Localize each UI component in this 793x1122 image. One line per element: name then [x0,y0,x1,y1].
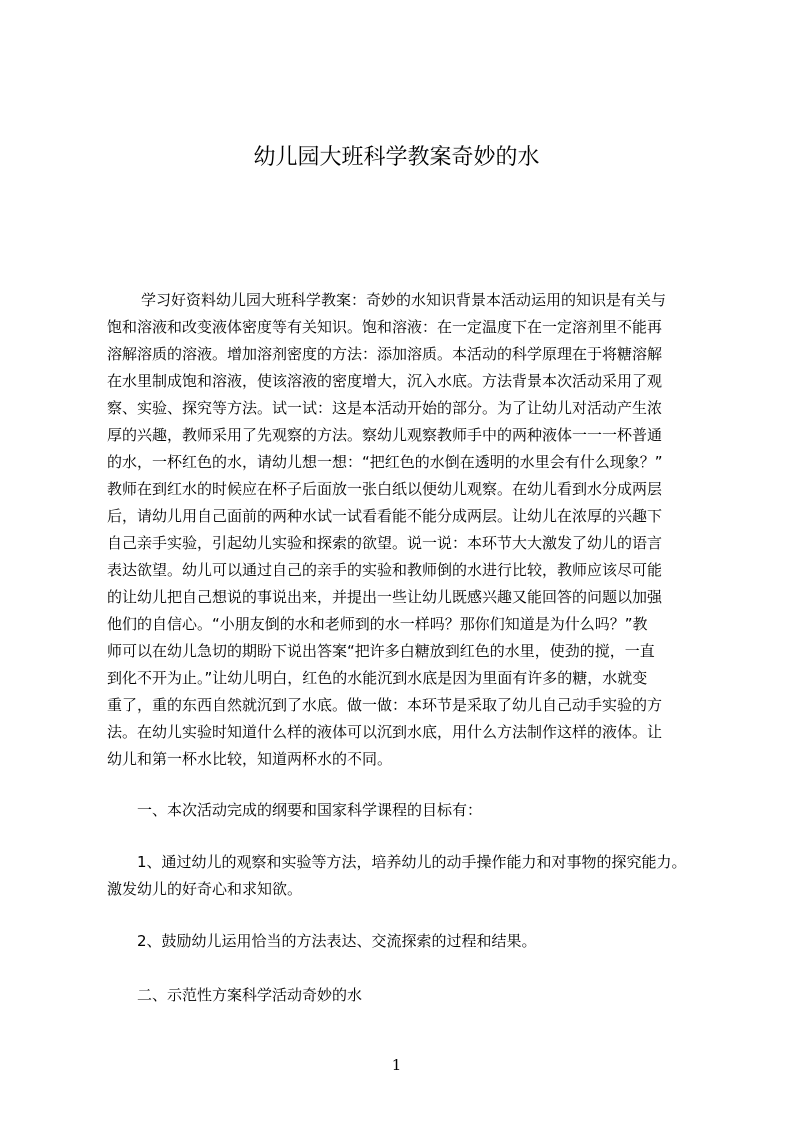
paragraph-line: 表达欲望。幼儿可以通过自己的亲手的实验和教师倒的水进行比较，教师应该尽可能 [107,561,663,579]
paragraph-line: 他们的自信心。“小朋友倒的水和老师到的水一样吗？那你们知道是为什么吗？”教 [107,615,648,633]
paragraph-line: 的让幼儿把自己想说的事说出来，并提出一些让幼儿既感兴趣又能回答的问题以加强 [107,588,663,606]
document-title: 幼儿园大班科学教案奇妙的水 [253,145,540,170]
page-number: 1 [391,1056,402,1074]
section-heading-two: 二、示范性方案科学活动奇妙的水 [137,986,363,1004]
paragraph-line: 学习好资料幼儿园大班科学教案：奇妙的水知识背景本活动运用的知识是有关与 [141,291,667,309]
section-heading-one: 一、本次活动完成的纲要和国家科学课程的目标有： [137,801,483,819]
goal-item-one: 1、通过幼儿的观察和实验等方法，培养幼儿的动手操作能力和对事物的探究能力。 [137,853,687,871]
paragraph-line: 后，请幼儿用自己面前的两种水试一试看看能不能分成两层。让幼儿在浓厚的兴趣下 [107,507,663,525]
paragraph-line: 法。在幼儿实验时知道什么样的液体可以沉到水底，用什么方法制作这样的液体。让 [107,723,663,741]
paragraph-line: 察、实验、探究等方法。试一试：这是本活动开始的部分。为了让幼儿对活动产生浓 [107,399,663,417]
paragraph-line: 幼儿和第一杯水比较，知道两杯水的不同。 [107,750,393,768]
paragraph-line: 饱和溶液和改变液体密度等有关知识。饱和溶液：在一定温度下在一定溶剂里不能再 [107,318,663,336]
paragraph-line: 重了，重的东西自然就沉到了水底。做一做：本环节是采取了幼儿自己动手实验的方 [107,696,663,714]
paragraph-line: 溶解溶质的溶液。增加溶剂密度的方法：添加溶质。本活动的科学原理在于将糖溶解 [107,345,663,363]
paragraph-line: 教师在到红水的时候应在杯子后面放一张白纸以便幼儿观察。在幼儿看到水分成两层 [107,480,663,498]
paragraph-line: 厚的兴趣，教师采用了先观察的方法。察幼儿观察教师手中的两种液体一一一杯普通 [107,426,663,444]
paragraph-line: 师可以在幼儿急切的期盼下说出答案“把许多白糖放到红色的水里，使劲的搅，一直 [107,642,655,660]
paragraph-line: 在水里制成饱和溶液，使该溶液的密度增大，沉入水底。方法背景本次活动采用了观 [107,372,663,390]
goal-item-two: 2、鼓励幼儿运用恰当的方法表达、交流探索的过程和结果。 [137,932,537,950]
goal-item-one-continued: 激发幼儿的好奇心和求知欲。 [107,880,303,898]
paragraph-line: 到化不开为止。”让幼儿明白，红色的水能沉到水底是因为里面有许多的糖，水就变 [107,669,648,687]
paragraph-line: 的水，一杯红色的水，请幼儿想一想：“把红色的水倒在透明的水里会有什么现象？” [107,453,663,471]
paragraph-line: 自己亲手实验，引起幼儿实验和探索的欲望。说一说：本环节大大激发了幼儿的语言 [107,534,663,552]
